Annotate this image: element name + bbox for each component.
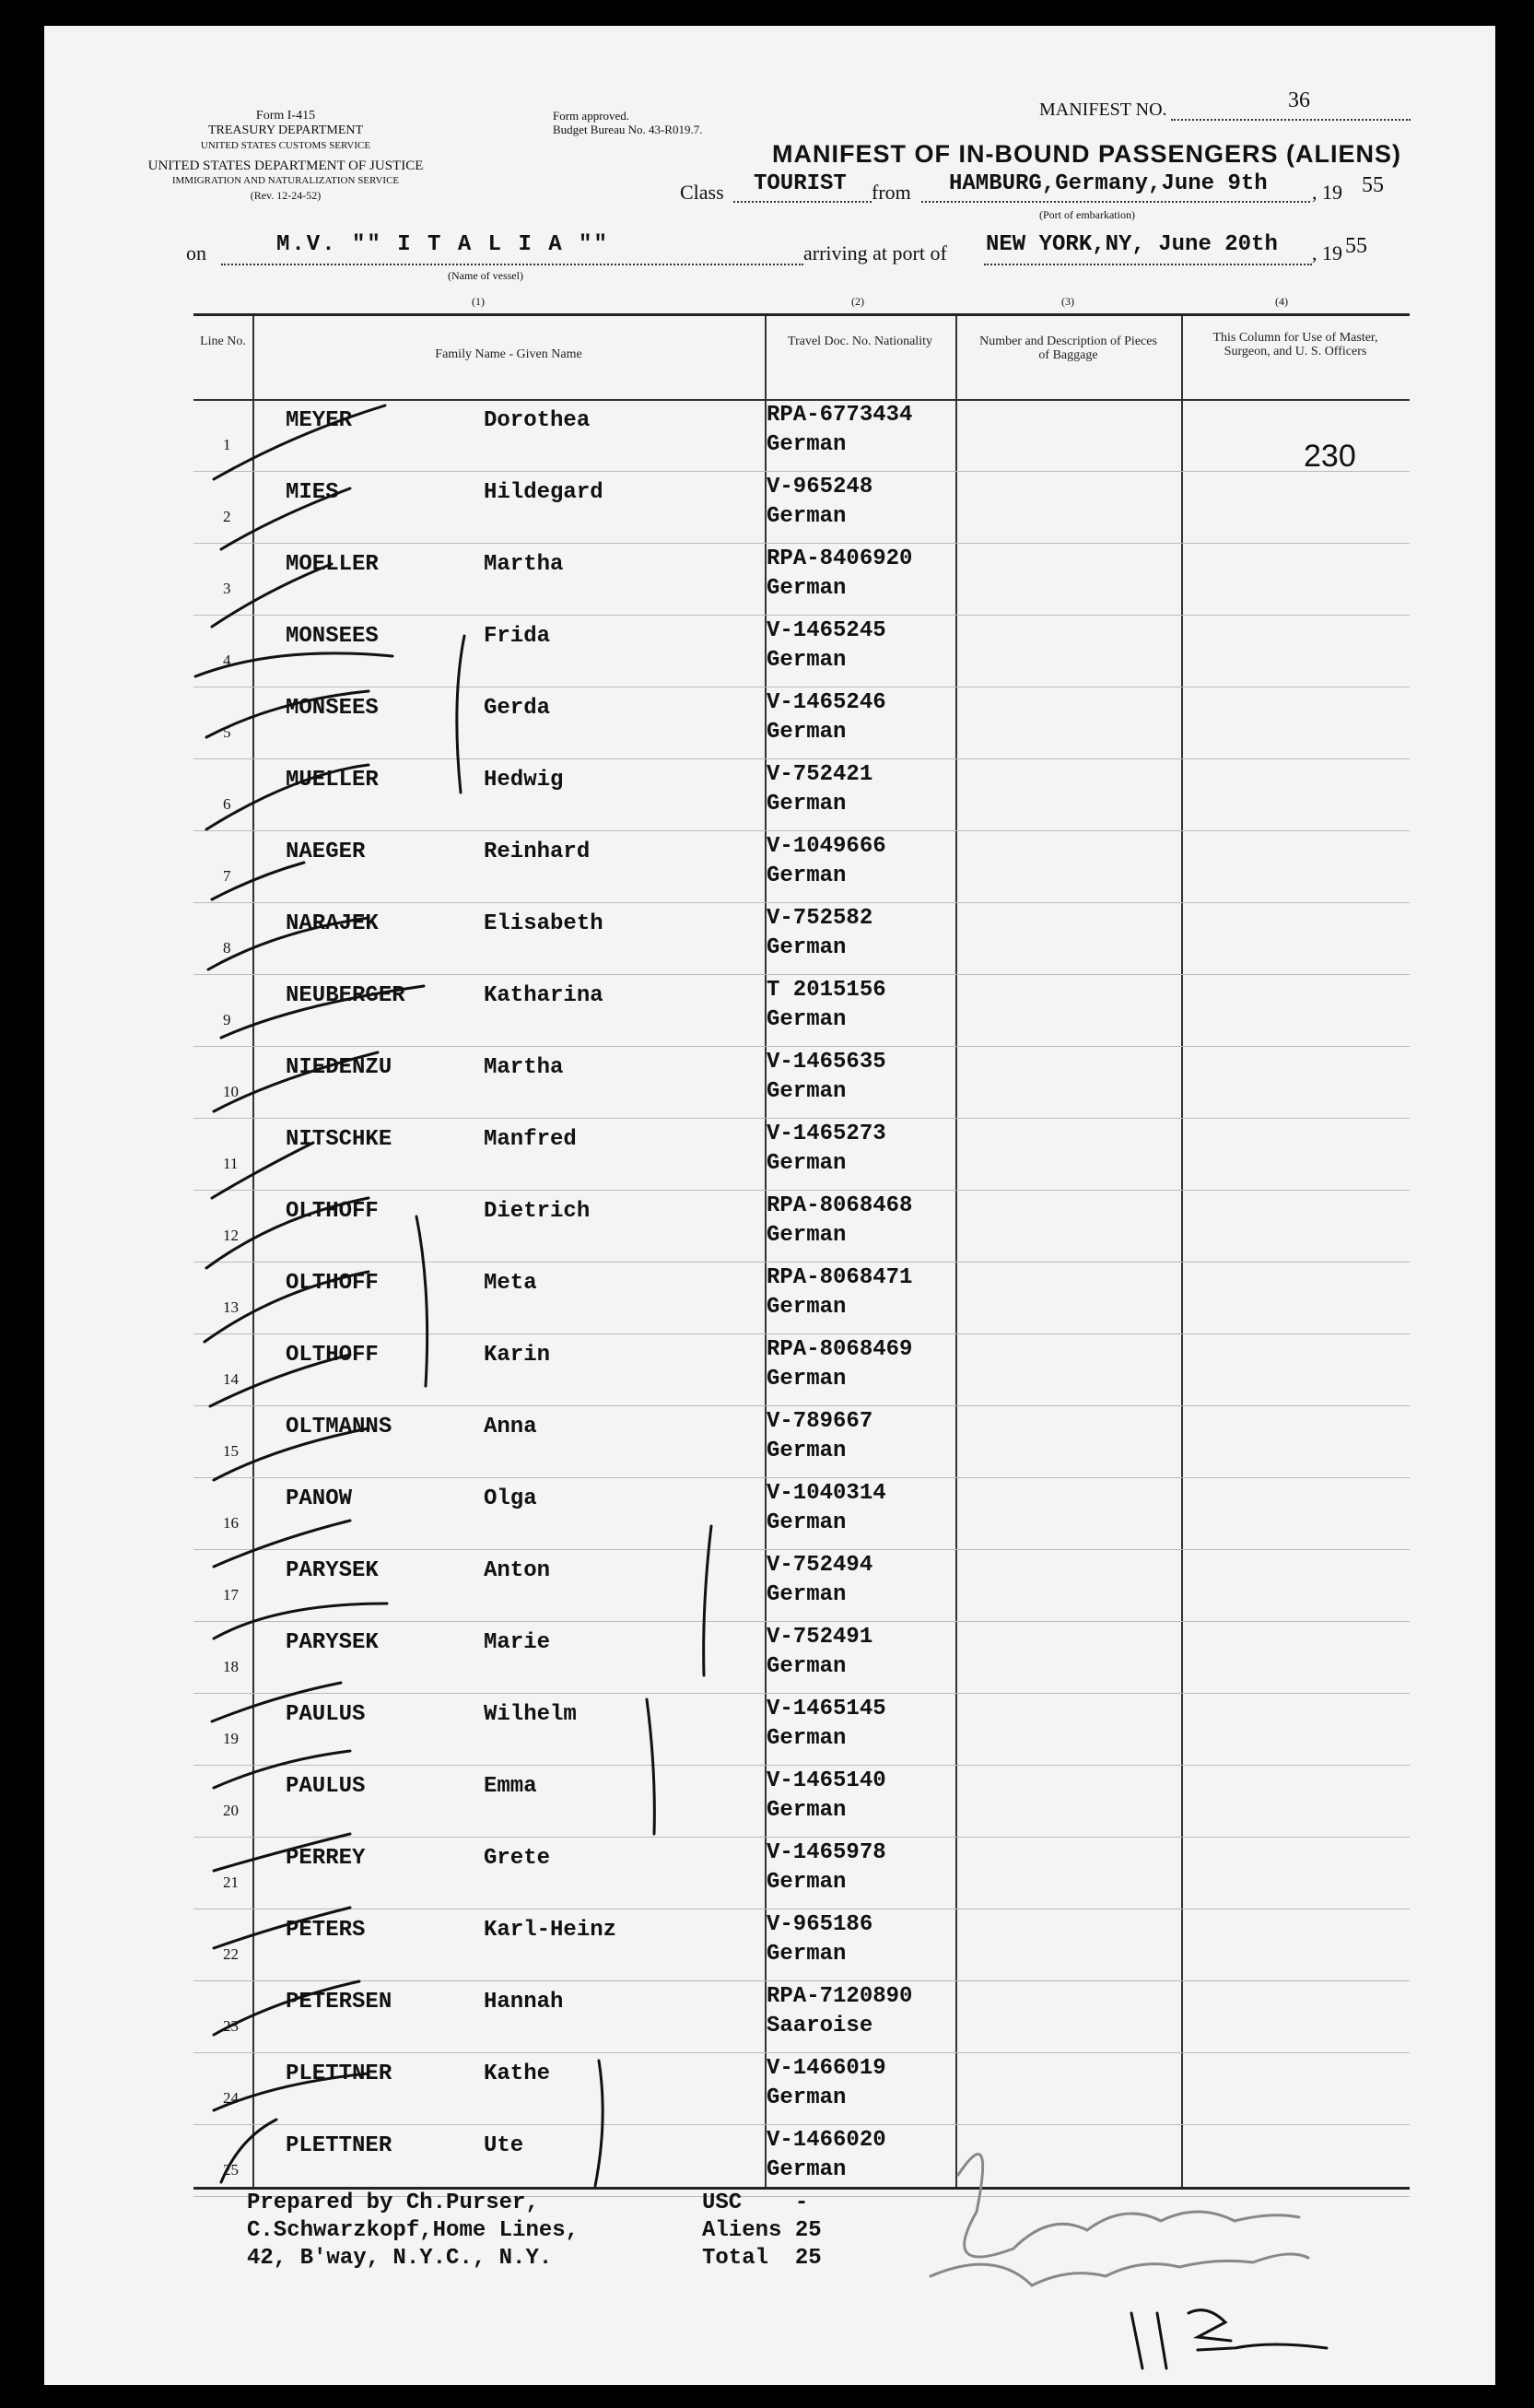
line-number: 22 bbox=[223, 1945, 239, 1963]
given-name: Martha bbox=[484, 1055, 564, 1080]
nationality: German bbox=[767, 1942, 847, 1967]
approved-text: Form approved. bbox=[553, 109, 630, 123]
dept-name: TREASURY DEPARTMENT bbox=[207, 123, 364, 137]
family-name: NEUBERGER bbox=[286, 983, 405, 1008]
line-number: 15 bbox=[223, 1442, 239, 1460]
travel-doc-number: RPA-8068469 bbox=[767, 1337, 913, 1362]
line-number: 4 bbox=[223, 652, 231, 669]
family-name: NIEDENZU bbox=[286, 1055, 392, 1080]
family-name: MIES bbox=[286, 480, 339, 505]
officer-note: 230 bbox=[1304, 439, 1356, 474]
travel-doc-number: V-752494 bbox=[767, 1553, 873, 1578]
nationality: German bbox=[767, 432, 847, 457]
given-name: Karin bbox=[484, 1343, 551, 1368]
given-name: Emma bbox=[484, 1774, 537, 1799]
nationality: German bbox=[767, 1223, 847, 1248]
travel-doc-number: T 2015156 bbox=[767, 978, 886, 1003]
line-number: 10 bbox=[223, 1083, 239, 1100]
family-name: PARYSEK bbox=[286, 1630, 379, 1655]
total-count: Total 25 bbox=[702, 2246, 822, 2271]
travel-doc-number: V-789667 bbox=[767, 1409, 873, 1434]
family-name: PARYSEK bbox=[286, 1558, 379, 1583]
given-name: Dorothea bbox=[484, 408, 591, 433]
nationality: German bbox=[767, 1510, 847, 1535]
column-header-doc: Travel Doc. No. Nationality bbox=[788, 335, 932, 348]
line-number: 8 bbox=[223, 939, 231, 957]
nationality: German bbox=[767, 2157, 847, 2182]
embarkation: HAMBURG,Germany,June 9th bbox=[949, 171, 1268, 196]
given-name: Martha bbox=[484, 552, 564, 577]
column-2-marker: (2) bbox=[851, 295, 864, 308]
given-name: Olga bbox=[484, 1486, 537, 1511]
travel-doc-number: V-965186 bbox=[767, 1912, 873, 1937]
given-name: Hedwig bbox=[484, 768, 564, 793]
family-name: PANOW bbox=[286, 1486, 353, 1511]
family-name: NITSCHKE bbox=[286, 1127, 392, 1152]
given-name: Hildegard bbox=[484, 480, 603, 505]
family-name: PLETTNER bbox=[286, 2061, 392, 2086]
travel-doc-number: V-1465246 bbox=[767, 690, 886, 715]
from-year: 55 bbox=[1362, 173, 1384, 197]
nationality: German bbox=[767, 1151, 847, 1176]
travel-doc-number: V-1466020 bbox=[767, 2128, 886, 2153]
nationality: German bbox=[767, 504, 847, 529]
ins-name: IMMIGRATION AND NATURALIZATION SERVICE bbox=[171, 175, 400, 186]
travel-doc-number: V-752491 bbox=[767, 1625, 873, 1650]
line-number: 20 bbox=[223, 1802, 239, 1819]
family-name: OLTMANNS bbox=[286, 1415, 392, 1439]
given-name: Kathe bbox=[484, 2061, 551, 2086]
nationality: German bbox=[767, 1654, 847, 1679]
nationality: German bbox=[767, 1870, 847, 1895]
nationality: German bbox=[767, 1367, 847, 1392]
line-number: 11 bbox=[223, 1155, 239, 1172]
vessel-name: M.V. "" I T A L I A "" bbox=[276, 232, 609, 257]
family-name: MOELLER bbox=[286, 552, 379, 577]
family-name: OLTHOFF bbox=[286, 1343, 379, 1368]
nationality: German bbox=[767, 1439, 847, 1463]
nationality: German bbox=[767, 2085, 847, 2110]
line-number: 7 bbox=[223, 867, 231, 885]
given-name: Grete bbox=[484, 1846, 551, 1871]
aliens-count: Aliens 25 bbox=[702, 2218, 822, 2243]
rev-date: (Rev. 12-24-52) bbox=[250, 189, 322, 202]
given-name: Dietrich bbox=[484, 1199, 591, 1224]
line-number: 23 bbox=[223, 2017, 239, 2035]
line-number: 13 bbox=[223, 1298, 239, 1316]
travel-doc-number: V-965248 bbox=[767, 475, 873, 499]
arriving-label: arriving at port of bbox=[803, 241, 947, 264]
usc-count: USC - bbox=[702, 2191, 809, 2215]
family-name: MEYER bbox=[286, 408, 353, 433]
family-name: PAULUS bbox=[286, 1774, 366, 1799]
nationality: German bbox=[767, 1726, 847, 1751]
line-number: 25 bbox=[223, 2161, 239, 2179]
form-number: Form I-415 bbox=[255, 109, 316, 123]
line-number: 3 bbox=[223, 580, 231, 597]
travel-doc-number: RPA-8068471 bbox=[767, 1265, 913, 1290]
line-number: 1 bbox=[223, 436, 231, 453]
travel-doc-number: V-1466019 bbox=[767, 2056, 886, 2081]
family-name: NARAJEK bbox=[286, 911, 379, 936]
line-number: 17 bbox=[223, 1586, 239, 1603]
nationality: German bbox=[767, 1295, 847, 1320]
column-header-officers: This Column for Use of Master, Surgeon, and U. S. Officers bbox=[1212, 331, 1378, 358]
given-name: Wilhelm bbox=[484, 1702, 577, 1727]
line-number: 16 bbox=[223, 1514, 239, 1532]
family-name: OLTHOFF bbox=[286, 1271, 379, 1296]
nationality: German bbox=[767, 648, 847, 673]
travel-doc-number: V-1465978 bbox=[767, 1840, 886, 1865]
arrival-port: NEW YORK,NY, June 20th bbox=[986, 232, 1278, 257]
justice-name: UNITED STATES DEPARTMENT OF JUSTICE bbox=[147, 159, 424, 173]
nationality: German bbox=[767, 1079, 847, 1104]
travel-doc-number: V-1040314 bbox=[767, 1481, 886, 1506]
nationality: German bbox=[767, 863, 847, 888]
given-name: Karl-Heinz bbox=[484, 1918, 617, 1943]
column-header-baggage: Number and Description of Pieces of Baggage bbox=[979, 335, 1157, 362]
manifest-title: MANIFEST OF IN-BOUND PASSENGERS (ALIENS) bbox=[772, 140, 1402, 168]
column-4-marker: (4) bbox=[1275, 295, 1288, 308]
nationality: Saaroise bbox=[767, 2014, 873, 2038]
column-header-line: Line No. bbox=[200, 335, 246, 348]
family-name: PAULUS bbox=[286, 1702, 366, 1727]
prepared-line-2: C.Schwarzkopf,Home Lines, bbox=[247, 2218, 580, 2243]
family-name: NAEGER bbox=[286, 840, 366, 864]
line-number: 5 bbox=[223, 723, 231, 741]
travel-doc-number: V-1465145 bbox=[767, 1697, 886, 1721]
given-name: Anton bbox=[484, 1558, 551, 1583]
travel-doc-number: V-1049666 bbox=[767, 834, 886, 859]
given-name: Gerda bbox=[484, 696, 551, 721]
line-number: 18 bbox=[223, 1658, 239, 1675]
travel-doc-number: RPA-7120890 bbox=[767, 1984, 913, 2009]
prepared-line-1: Prepared by Ch.Purser, bbox=[247, 2191, 539, 2215]
class-label: Class bbox=[680, 181, 724, 204]
line-number: 19 bbox=[223, 1730, 239, 1747]
given-name: Katharina bbox=[484, 983, 603, 1008]
line-number: 12 bbox=[223, 1227, 239, 1244]
travel-doc-number: V-1465635 bbox=[767, 1050, 886, 1075]
family-name: MONSEES bbox=[286, 696, 379, 721]
nationality: German bbox=[767, 792, 847, 816]
column-3-marker: (3) bbox=[1061, 295, 1074, 308]
travel-doc-number: RPA-6773434 bbox=[767, 403, 913, 428]
nationality: German bbox=[767, 1582, 847, 1607]
family-name: OLTHOFF bbox=[286, 1199, 379, 1224]
family-name: MUELLER bbox=[286, 768, 379, 793]
vessel-caption: (Name of vessel) bbox=[448, 269, 523, 282]
prepared-line-3: 42, B'way, N.Y.C., N.Y. bbox=[247, 2246, 553, 2271]
line-number: 2 bbox=[223, 508, 231, 525]
travel-doc-number: RPA-8406920 bbox=[767, 546, 913, 571]
manifest-number-label: MANIFEST NO. bbox=[1039, 100, 1411, 121]
travel-doc-number: V-1465140 bbox=[767, 1768, 886, 1793]
family-name: PETERSEN bbox=[286, 1990, 392, 2014]
arrival-year-prefix: , 19 bbox=[1312, 241, 1342, 264]
nationality: German bbox=[767, 1007, 847, 1032]
given-name: Reinhard bbox=[484, 840, 591, 864]
travel-doc-number: V-1465245 bbox=[767, 618, 886, 643]
travel-doc-number: V-752582 bbox=[767, 906, 873, 931]
family-name: PETERS bbox=[286, 1918, 366, 1943]
from-year-prefix: , 19 bbox=[1312, 181, 1342, 204]
column-1-marker: (1) bbox=[472, 295, 485, 308]
given-name: Anna bbox=[484, 1415, 537, 1439]
from-label: from bbox=[872, 181, 911, 204]
given-name: Meta bbox=[484, 1271, 537, 1296]
nationality: German bbox=[767, 1798, 847, 1823]
family-name: PLETTNER bbox=[286, 2133, 392, 2158]
nationality: German bbox=[767, 576, 847, 601]
given-name: Ute bbox=[484, 2133, 524, 2158]
family-name: PERREY bbox=[286, 1846, 366, 1871]
nationality: German bbox=[767, 720, 847, 745]
line-number: 24 bbox=[223, 2089, 239, 2107]
given-name: Marie bbox=[484, 1630, 551, 1655]
budget-text: Budget Bureau No. 43-R019.7. bbox=[553, 123, 703, 136]
travel-doc-number: RPA-8068468 bbox=[767, 1193, 913, 1218]
given-name: Frida bbox=[484, 624, 551, 649]
column-header-name: Family Name - Given Name bbox=[435, 347, 582, 361]
arrival-year: 55 bbox=[1345, 234, 1367, 258]
class-value: TOURIST bbox=[754, 171, 847, 196]
given-name: Manfred bbox=[484, 1127, 577, 1152]
line-number: 6 bbox=[223, 795, 231, 813]
manifest-number: 36 bbox=[1288, 88, 1310, 112]
travel-doc-number: V-1465273 bbox=[767, 1122, 886, 1146]
service-name: UNITED STATES CUSTOMS SERVICE bbox=[200, 140, 371, 151]
line-number: 9 bbox=[223, 1011, 231, 1028]
family-name: MONSEES bbox=[286, 624, 379, 649]
nationality: German bbox=[767, 935, 847, 960]
line-number: 14 bbox=[223, 1370, 239, 1388]
travel-doc-number: V-752421 bbox=[767, 762, 873, 787]
line-number: 21 bbox=[223, 1874, 239, 1891]
given-name: Elisabeth bbox=[484, 911, 603, 936]
on-label: on bbox=[186, 241, 206, 264]
port-embark-caption: (Port of embarkation) bbox=[1039, 208, 1135, 221]
given-name: Hannah bbox=[484, 1990, 564, 2014]
